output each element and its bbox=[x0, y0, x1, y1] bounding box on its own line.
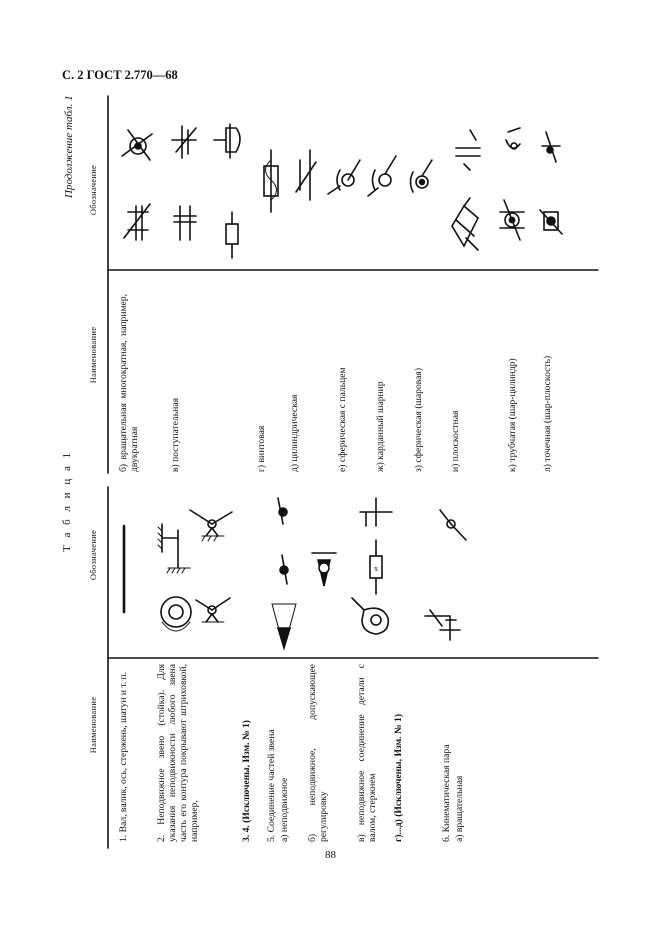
table1-row-5c: в) неподвижное соединение детали с валом, стержнем bbox=[356, 664, 378, 842]
multi-revolute-symbol-c bbox=[172, 126, 196, 158]
fixed-joint-symbol bbox=[278, 498, 288, 584]
fixed-wedge-symbol bbox=[272, 604, 296, 648]
table2-row-e: е) сферическая с пальцем bbox=[337, 367, 348, 472]
table1-row-5a: а) неподвижное bbox=[279, 777, 290, 842]
hinged-stand-symbol bbox=[190, 510, 232, 541]
spherical-pair-symbol bbox=[411, 160, 433, 192]
prismatic-pair-symbol bbox=[174, 206, 238, 258]
table2-row-l: л) точечная (шар-плоскость) bbox=[542, 355, 553, 472]
table2-row-zh: ж) карданный шарнир bbox=[375, 381, 386, 472]
table2-col-symbol-header: Обозначение bbox=[88, 164, 98, 216]
table1-row-5: 5. Соединение частей звена bbox=[266, 729, 277, 842]
tube-pair-symbol bbox=[500, 200, 524, 240]
page-header: С. 2 ГОСТ 2.770—68 bbox=[62, 68, 178, 82]
planar-pair-symbol-b bbox=[456, 130, 480, 170]
cardan-joint-symbol bbox=[368, 156, 396, 196]
tube-pair-symbol-b bbox=[506, 128, 520, 149]
cylindrical-pair-symbol bbox=[296, 150, 316, 200]
spherical-pin-pair-symbol bbox=[328, 160, 360, 194]
shaft-connection-symbol bbox=[360, 498, 392, 594]
multi-revolute-symbol-d bbox=[214, 124, 240, 158]
cam-shaft-symbol bbox=[352, 598, 388, 634]
multi-revolute-symbol-a bbox=[124, 204, 150, 240]
table2-caption: Продолжение табл. 1 bbox=[63, 95, 75, 198]
table1-row-1: 1. Вал, валик, ось, стержень, шатун и т. п. bbox=[118, 671, 129, 842]
multi-revolute-symbol-b bbox=[122, 130, 152, 160]
point-pair-symbol bbox=[540, 210, 562, 234]
table1-row-6: 6. Кинематическая пара bbox=[441, 744, 452, 842]
table1-row-5b: б) неподвижное, допускающее регулировку bbox=[307, 664, 329, 842]
table1-caption: Т а б л и ц а 1 bbox=[61, 450, 73, 552]
svg-text:x: x bbox=[374, 564, 378, 573]
table2-row-g: г) винтовая bbox=[256, 425, 267, 472]
table1-col-symbol-header: Обозначение bbox=[88, 529, 98, 581]
table2-row-b: б) вращательная многократная, например, двукратная bbox=[118, 294, 140, 472]
adjustable-joint-symbol bbox=[312, 553, 336, 586]
table2-row-v: в) поступательная bbox=[170, 398, 181, 472]
page-number: 88 bbox=[325, 849, 336, 861]
pin-stand-symbol bbox=[161, 597, 230, 631]
planar-pair-symbol bbox=[452, 198, 478, 250]
table1-col-name-header: Наименование bbox=[88, 696, 98, 754]
table2-row-i: и) плоскостная bbox=[450, 410, 461, 472]
revolute-pair-symbol bbox=[425, 510, 466, 640]
table1-row-3-4: 3. 4. (Исключены, Изм. № 1) bbox=[241, 719, 252, 842]
table1-row-6a: а) вращательная bbox=[454, 775, 465, 842]
stand-symbol bbox=[158, 524, 190, 573]
table1-row-5g-d: г)...д) (Исключены, Изм. № 1) bbox=[393, 713, 404, 842]
point-pair-symbol-b bbox=[542, 132, 560, 162]
table2-row-z: з) сферическая (шаровая) bbox=[413, 367, 424, 472]
table2-col-name-header: Наименование bbox=[88, 326, 98, 384]
table1-row-2: 2. Неподвижное звено (стойка). Для указания неподвижности любого звена часть его контура покрывают штриховкой, например, bbox=[156, 664, 200, 842]
table2-row-k: к) трубчатая (шар-цилиндр) bbox=[507, 358, 518, 472]
screw-pair-symbol bbox=[264, 150, 278, 212]
table2-row-d: д) цилиндрическая bbox=[289, 394, 300, 472]
